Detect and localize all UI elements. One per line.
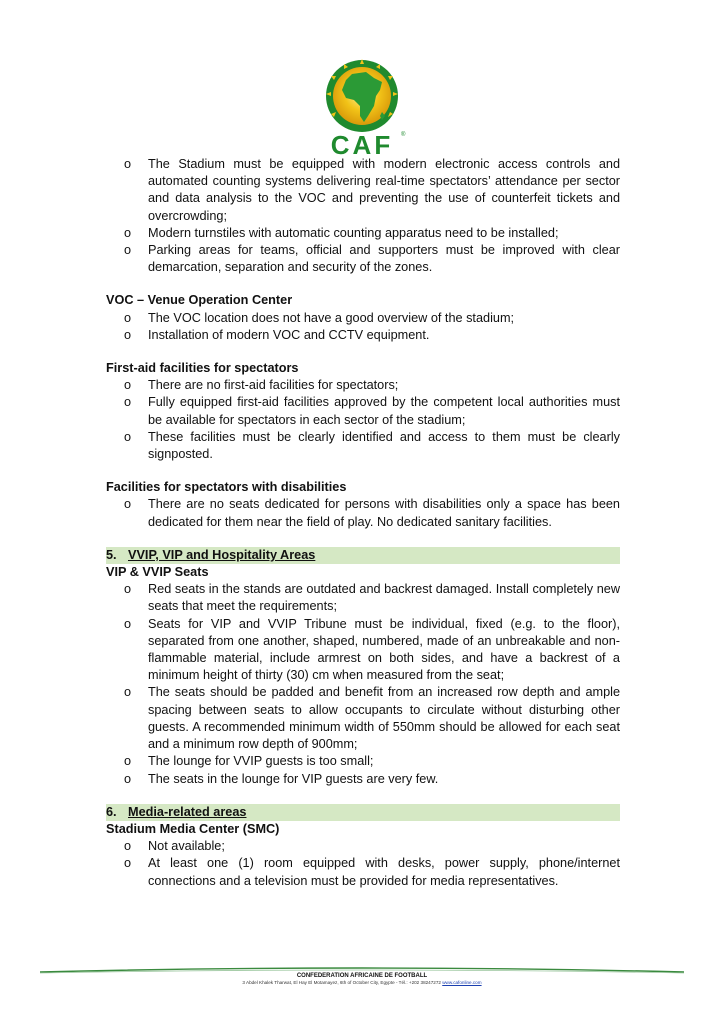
bullet-icon: o bbox=[124, 771, 132, 786]
disabilities-list bbox=[106, 496, 620, 530]
list-item: o The Stadium must be equipped with modern electronic access controls and automated counting systems delivering real-time spectators’ attendance per sector and data analysis to the VOC and preventing the use of counterfeit tickets and overcrowding; bbox=[124, 157, 620, 223]
bullet-icon: o bbox=[124, 429, 132, 444]
list-item: o Modern turnstiles with automatic counting apparatus need to be installed; bbox=[106, 225, 620, 242]
section-5-subheading: VIP & VVIP Seats bbox=[106, 565, 209, 580]
bullet-icon: o bbox=[124, 225, 132, 240]
footer-address: 3 Abdel Khalek Tharwat, El Hay El Motamayez, 6th of October City, Egypte - Tél.: +202 38247272 www.cafonline.com bbox=[242, 980, 482, 985]
bullet-icon: o bbox=[124, 157, 132, 171]
first-aid-list bbox=[106, 377, 620, 463]
list-item: o These facilities must be clearly identified and access to them must be clearly signposted. bbox=[124, 429, 620, 462]
list-item: o Not available; bbox=[106, 838, 620, 855]
section-6-list bbox=[106, 838, 620, 890]
list-item: o The seats should be padded and benefit from an increased row depth and ample spacing between seats to allow occupants to circulate without disturbing other guests. A recommended minimum width of 550mm should be allowed for each seat and a minimum row depth of 900mm; bbox=[124, 685, 620, 752]
section-title: Media-related areas bbox=[128, 804, 247, 819]
list-item: o There are no seats dedicated for persons with disabilities only a space has been dedicated for them near the field of play. No dedicated sanitary facilities. bbox=[124, 497, 620, 529]
list-item: o The VOC location does not have a good overview of the stadium; bbox=[106, 310, 620, 327]
bullet-icon: o bbox=[124, 839, 132, 854]
list-item: o There are no first-aid facilities for spectators; bbox=[106, 377, 620, 394]
logo-registered: ® bbox=[401, 132, 406, 138]
bullet-icon: o bbox=[124, 856, 132, 871]
footer-organization: CONFEDERATION AFRICAINE DE FOOTBALL bbox=[296, 973, 428, 979]
list-item: o Seats for VIP and VVIP Tribune must be individual, fixed (e.g. to the floor), separated from one another, shaped, numbered, made of an unbreakable and non-flammable material, include armrest on both sides, and have a backrest of a minimum height of thirty (30) cm when measured from the seat; bbox=[124, 616, 620, 683]
list-item: o Red seats in the stands are outdated and backrest damaged. Install completely new seats that meet the requirements; bbox=[124, 582, 620, 614]
section-number: 5. bbox=[106, 547, 117, 562]
list-item: o The lounge for VVIP guests is too small; bbox=[106, 753, 620, 770]
caf-logo bbox=[302, 56, 422, 160]
bullet-icon: o bbox=[124, 685, 132, 700]
list-item: o At least one (1) room equipped with desks, power supply, phone/internet connections and a television must be provided for media representatives. bbox=[124, 856, 620, 888]
first-aid-heading: First-aid facilities for spectators bbox=[106, 361, 299, 376]
voc-heading: VOC – Venue Operation Center bbox=[106, 293, 293, 308]
intro-list bbox=[106, 156, 620, 276]
bullet-icon: o bbox=[124, 616, 132, 631]
section-6-subheading: Stadium Media Center (SMC) bbox=[106, 821, 280, 836]
bullet-icon: o bbox=[124, 243, 132, 258]
bullet-icon: o bbox=[124, 310, 132, 325]
document-body bbox=[106, 156, 620, 890]
voc-list bbox=[106, 310, 620, 344]
section-5-heading bbox=[106, 547, 620, 564]
footer-website-link[interactable]: www.cafonline.com bbox=[442, 980, 482, 985]
section-title: VVIP, VIP and Hospitality Areas bbox=[128, 547, 316, 562]
section-5-list bbox=[106, 581, 620, 787]
bullet-icon: o bbox=[124, 754, 132, 769]
list-item: o The seats in the lounge for VIP guests are very few. bbox=[106, 771, 620, 788]
bullet-icon: o bbox=[124, 327, 132, 342]
bullet-icon: o bbox=[124, 378, 132, 393]
list-item: o Fully equipped first-aid facilities approved by the competent local authorities must be available for spectators in each sector of the stadium; bbox=[124, 395, 620, 427]
list-item: o Parking areas for teams, official and supporters must be improved with clear demarcation, separation and security of the zones. bbox=[124, 243, 620, 275]
list-item: o Installation of modern VOC and CCTV equipment. bbox=[106, 327, 620, 344]
bullet-icon: o bbox=[124, 582, 132, 597]
bullet-icon: o bbox=[124, 497, 132, 512]
disabilities-heading: Facilities for spectators with disabilities bbox=[106, 480, 347, 495]
section-number: 6. bbox=[106, 804, 117, 819]
bullet-icon: o bbox=[124, 395, 132, 410]
section-6-heading bbox=[106, 804, 620, 821]
logo-text: CAF bbox=[330, 130, 394, 160]
